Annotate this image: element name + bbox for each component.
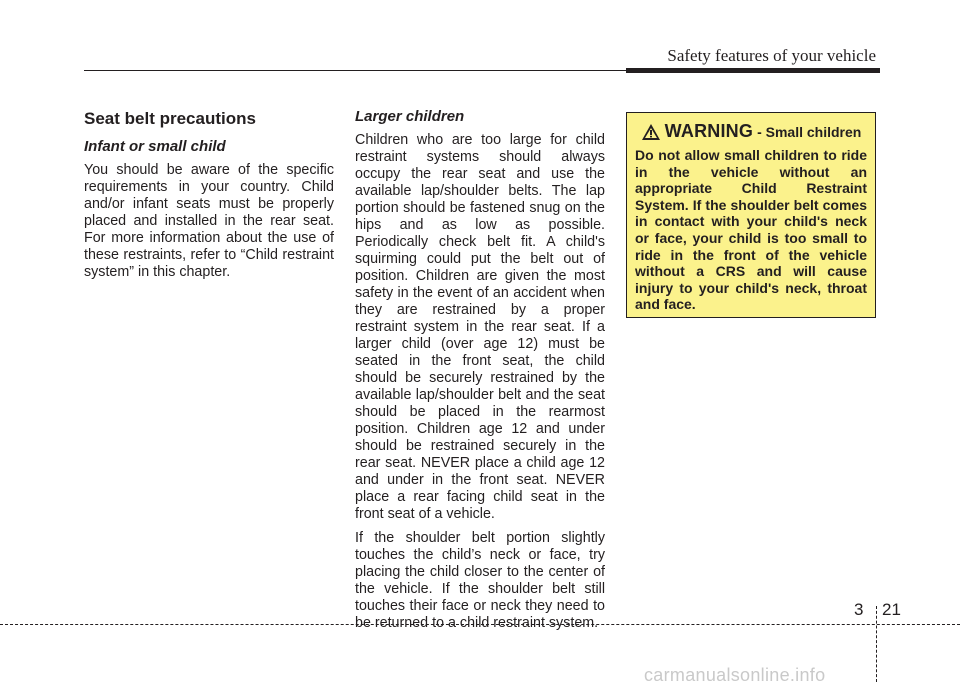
warning-box <box>626 112 876 318</box>
warning-title: WARNING <box>664 121 754 141</box>
paragraph-larger-children: Children who are too large for child restraint systems should always occupy the rear seat and use the available lap/shoulder belts. The lap portion should be fastened snug on the hips and as low as possible. Periodically check belt fit. A child's squirming could put the belt out of position. Children are given the most safety in the event of an accident when they are restrained by a proper restraint system in the rear seat. If a larger child (over age 12) must be seated in the front seat, the child should be securely restrained by the available lap/shoulder belt and the seat should be placed in the rearmost position. Children age 12 and under should be restrained securely in the rear seat. NEVER place a child age 12 and under in the front seat. NEVER place a rear facing child seat in the front seat of a vehicle. <box>355 132 605 522</box>
warning-body: Do not allow small children to ride in the vehicle without an appropriate Child Restraint System. If the shoulder belt comes in contact with your child's neck or face, your child is too small to ride in the front of the vehicle without a CRS and will cause injury to your child's neck, throat and face. <box>635 147 867 313</box>
watermark-link[interactable]: carmanualsonline.info <box>644 665 826 685</box>
column-middle <box>355 108 605 639</box>
subheading-larger-children: Larger children <box>355 108 465 125</box>
column-left <box>84 108 334 288</box>
section-heading: Seat belt precautions <box>84 109 256 128</box>
footer-rule <box>0 624 960 625</box>
subheading-infant: Infant or small child <box>84 138 226 155</box>
footer-divider <box>876 606 877 682</box>
page-number: 21 <box>882 600 901 619</box>
warning-subtitle: - Small children <box>757 123 862 140</box>
paragraph-shoulder-belt: If the shoulder belt portion slightly touches the child’s neck or face, try placing the child closer to the center of the vehicle. If the shoulder belt still touches their face or neck they need to be returned to a child restraint system. <box>355 530 605 631</box>
paragraph-infant: You should be aware of the specific requirements in your country. Child and/or infant seats must be properly placed and installed in the rear seat. For more information about the use of these restraints, refer to “Child restraint system” in this chapter. <box>84 162 334 280</box>
warning-title-row <box>635 121 867 142</box>
chapter-number: 3 <box>854 600 864 619</box>
warning-triangle-icon <box>641 123 661 141</box>
running-header-title: Safety features of your vehicle <box>667 46 876 65</box>
header-rule-accent <box>626 68 880 73</box>
